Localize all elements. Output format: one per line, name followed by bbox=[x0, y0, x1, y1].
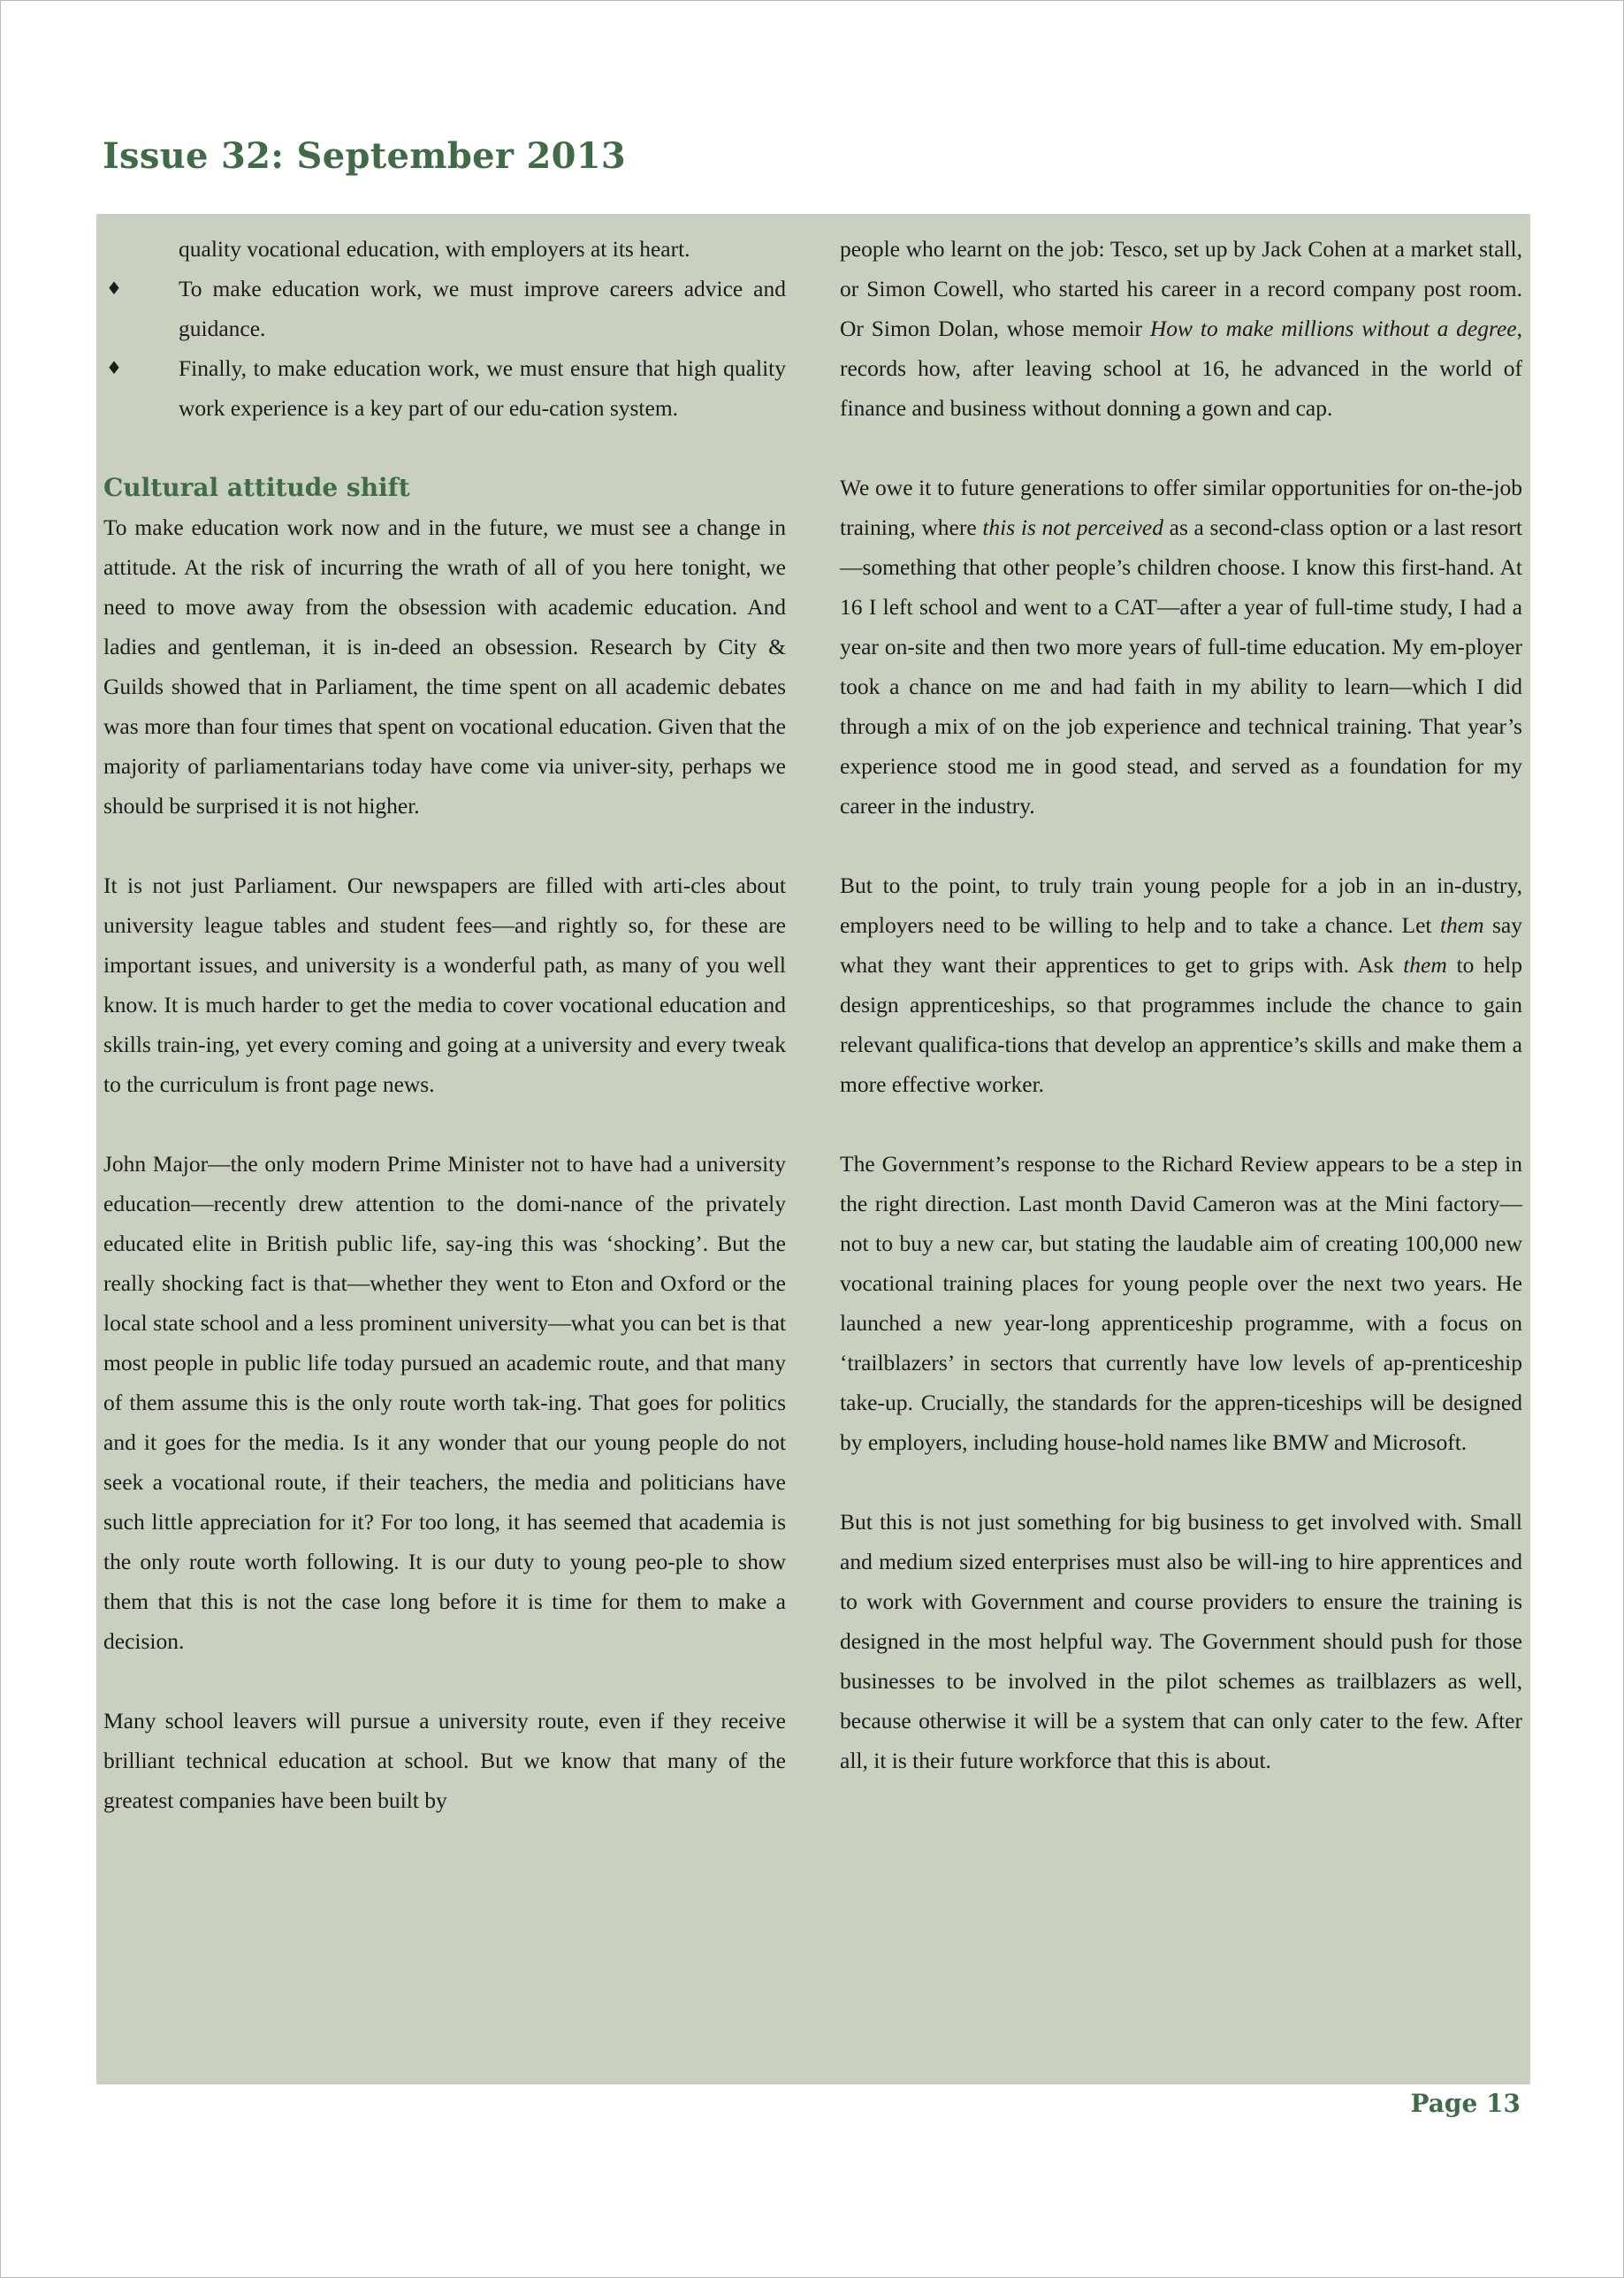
text-run: as a second-class option or a last resort—something that other people’s children choose. I know this first-hand. At 16 I left school and went to a CAT—after a year of full-time study, I had a year on-site and then two more years of full-time education. My em-ployer took a chance on me and had faith in my ability to learn—which I did through a mix of on the job experience and technical training. That year’s experience stood me in good stead, and served as a foundation for my career in the industry. bbox=[840, 514, 1523, 819]
paragraph: To make education work now and in the future, we must see a change in attitude. At the risk of incurring the wrath of all of you here tonight, we need to move away from the obsession with academic education. And ladies and gentleman, it is in-deed an obsession. Research by City & Guilds showed that in Parliament, the time spent on all academic debates was more than four times that spent on vocational education. Given that the majority of parliamentarians today have come via univer-sity, perhaps we should be surprised it is not higher. bbox=[103, 514, 786, 819]
page-number: Page 13 bbox=[1410, 2089, 1521, 2118]
issue-title: Issue 32: September 2013 bbox=[103, 135, 627, 177]
bullet-text: Finally, to make education work, we must ensure that high quality work experience is a key part of our edu-cation system. bbox=[179, 355, 786, 421]
book-title: How to make millions without a degree bbox=[1149, 316, 1517, 341]
paragraph: John Major—the only modern Prime Minister not to have had a university education—recently drew attention to the domi-nance of the privately educated elite in British public life, say-ing this was ‘shocking’. But the really shocking fact is that—whether they went to Eton and Oxford or the local state school and a less prominent university—what you can bet is that most people in public life today pursued an academic route, and that many of them assume this is the only route worth tak-ing. That goes for politics and it goes for the media. Is it any wonder that our young people do not seek a vocational route, if their teachers, the media and politicians have such little appreciation for it? For too long, it has seemed that academia is the only route worth following. It is our duty to young peo-ple to show them that this is not the case long before it is time for them to make a decision. bbox=[103, 1151, 786, 1654]
bullet-text: To make education work, we must improve careers advice and guidance. bbox=[179, 276, 786, 341]
bullet-item bbox=[103, 348, 786, 428]
diamond-bullet-icon: ♦ bbox=[106, 278, 122, 299]
italic-text: them bbox=[1439, 912, 1484, 938]
paragraph bbox=[840, 865, 1522, 1104]
diamond-bullet-icon: ♦ bbox=[106, 357, 122, 378]
paragraph: Many school leavers will pursue a university route, even if they receive brilliant technical education at school. But we know that many of the greatest companies have been built by bbox=[103, 1708, 786, 1813]
paragraph bbox=[840, 229, 1522, 428]
text-run: say what they want their apprentices to get to grips with. Ask bbox=[840, 912, 1522, 978]
content-box bbox=[96, 214, 1530, 2084]
right-column bbox=[840, 229, 1522, 1780]
bullet-continuation: quality vocational education, with employers at its heart. bbox=[179, 236, 690, 262]
paragraph: The Government’s response to the Richard Review appears to be a step in the right direction. Last month David Cameron was at the Mini factory—not to buy a new car, but stating the laudable aim of creating 100,000 new vocational training places for young people over the next two years. He launched a new year-long apprenticeship programme, with a focus on ‘trailblazers’ in sectors that currently have low levels of ap-prenticeship take-up. Crucially, the standards for the appren-ticeships will be designed by employers, including house-hold names like BMW and Microsoft. bbox=[840, 1151, 1522, 1455]
paragraph: It is not just Parliament. Our newspapers are filled with arti-cles about university league tables and student fees—and rightly so, for these are important issues, and university is a wonderful path, as many of you well know. It is much harder to get the media to cover vocational education and skills train-ing, yet every coming and going at a university and every tweak to the curriculum is front page news. bbox=[103, 872, 786, 1097]
paragraph: But this is not just something for big business to get involved with. Small and medium sized enterprises must also be will-ing to hire apprentices and to work with Government and course providers to ensure the training is designed in the most helpful way. The Government should push for those businesses to be involved in the pilot schemes as trailblazers as well, because otherwise it will be a system that can only cater to the few. After all, it is their future workforce that this is about. bbox=[840, 1509, 1522, 1773]
paragraph bbox=[840, 468, 1522, 826]
italic-text: them bbox=[1403, 952, 1447, 978]
text-run: to help design apprenticeships, so that programmes include the chance to gain relevant qualifica-tions that develop an apprentice’s skills and make them a more effective worker. bbox=[840, 952, 1522, 1097]
text-run: But to the point, to truly train young people for a job in an in-dustry, employers need to be willing to help and to take a chance. Let bbox=[840, 872, 1522, 938]
text-run: people who learnt on the job: Tesco, set up by Jack Cohen at a market stall, or Simon Cowell, who started his career in a record company post room. Or Simon Dolan, whose memoir bbox=[840, 236, 1522, 341]
bullet-item bbox=[103, 269, 786, 348]
left-column bbox=[103, 229, 786, 1820]
text-run: , records how, after leaving school at 16, he advanced in the world of finance and business without donning a gown and cap. bbox=[840, 316, 1522, 421]
italic-text: this is not perceived bbox=[982, 514, 1163, 540]
section-heading: Cultural attitude shift bbox=[103, 473, 410, 502]
text-run: We owe it to future generations to offer similar opportunities for on-the-job training, where bbox=[840, 475, 1522, 540]
